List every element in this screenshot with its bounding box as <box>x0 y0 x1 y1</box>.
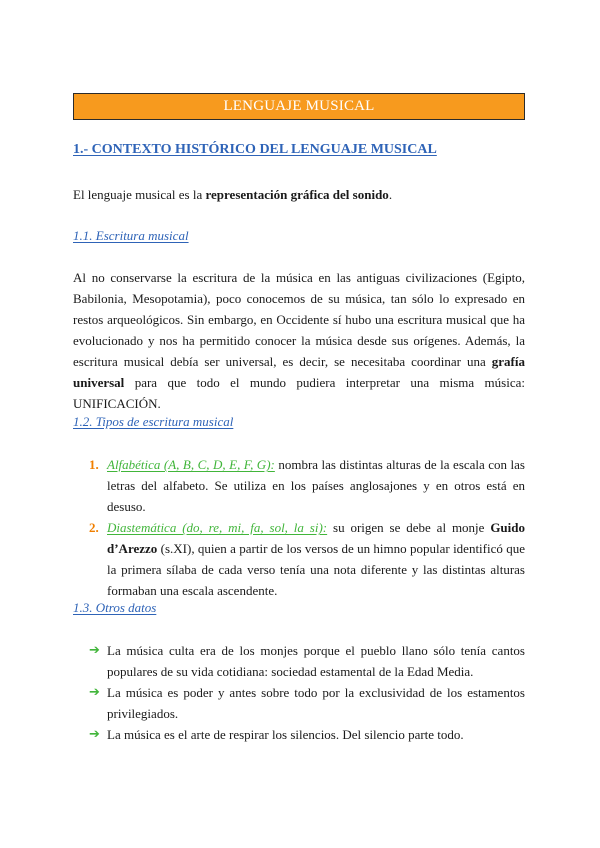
list-item-text: La música es el arte de respirar los silencios. Del silencio parte todo. <box>107 727 464 742</box>
list-item-text: La música culta era de los monjes porque el pueblo llano sólo tenía cantos populares de su vida cotidiana: sociedad estamental de la Edad Media. <box>107 643 525 679</box>
otros-datos-list <box>73 640 525 745</box>
list-number: 2. <box>89 520 99 535</box>
list-item <box>73 454 525 517</box>
list-item-text: su origen se debe al monje <box>327 520 491 535</box>
list-item <box>73 724 525 745</box>
list-item-text: La música es poder y antes sobre todo por la exclusividad de los estamentos privilegiados. <box>107 685 525 721</box>
list-item <box>73 517 525 601</box>
list-item-text: nombra las distintas alturas de la escala con las letras del alfabeto. Se utiliza en los países anglosajones y en otros está en desuso. <box>107 457 525 514</box>
tipos-list <box>73 454 525 601</box>
escritura-text-end: para que todo el mundo pudiera interpretar una misma música: UNIFICACIÓN. <box>73 375 525 411</box>
intro-end: . <box>388 187 393 202</box>
escritura-bold-text: grafía universal <box>73 354 525 390</box>
subheading-otros-datos: 1.3. Otros datos <box>73 600 157 615</box>
section-heading: 1.- CONTEXTO HISTÓRICO DEL LENGUAJE MUSICAL <box>73 142 437 157</box>
escritura-paragraph <box>73 267 525 414</box>
list-item <box>73 682 525 724</box>
arrow-right-icon: ➔ <box>89 685 100 700</box>
arrow-right-icon: ➔ <box>89 643 100 658</box>
intro-bold-text: representación gráfica del sonido <box>205 187 389 202</box>
title-banner <box>73 93 525 120</box>
intro-paragraph <box>73 184 525 205</box>
subheading-tipos-escritura: 1.2. Tipos de escritura musical <box>73 414 234 429</box>
list-item-label: Alfabética (A, B, C, D, E, F, G): <box>107 457 275 472</box>
list-item-text-end: (s.XI), quien a partir de los versos de un himno popular identificó que la primera sílaba de cada verso tenía una nota diferente y las distintas alturas formaban una escala ascendente. <box>107 541 525 598</box>
escritura-text: Al no conservarse la escritura de la música en las antiguas civilizaciones (Egipto, Babilonia, Mesopotamia), poco conocemos de su música, tan sólo lo expresado en restos arqueológicos. Sin embargo, en Occidente sí hubo una escritura musical que ha evolucionado y nos ha permitido conocer la música desde sus orígenes. Además, la escritura musical debía ser universal, es decir, se necesitaba coordinar una <box>73 270 525 369</box>
intro-text: El lenguaje musical es la <box>73 187 206 202</box>
arrow-right-icon: ➔ <box>89 727 100 742</box>
list-number: 1. <box>89 457 99 472</box>
list-item-bold-text: Guido d’Arezzo <box>107 520 525 556</box>
subheading-escritura-musical: 1.1. Escritura musical <box>73 228 189 243</box>
title-banner-text: LENGUAJE MUSICAL <box>223 98 375 114</box>
list-item <box>73 640 525 682</box>
list-item-label: Diastemática (do, re, mi, fa, sol, la si): <box>107 520 328 535</box>
